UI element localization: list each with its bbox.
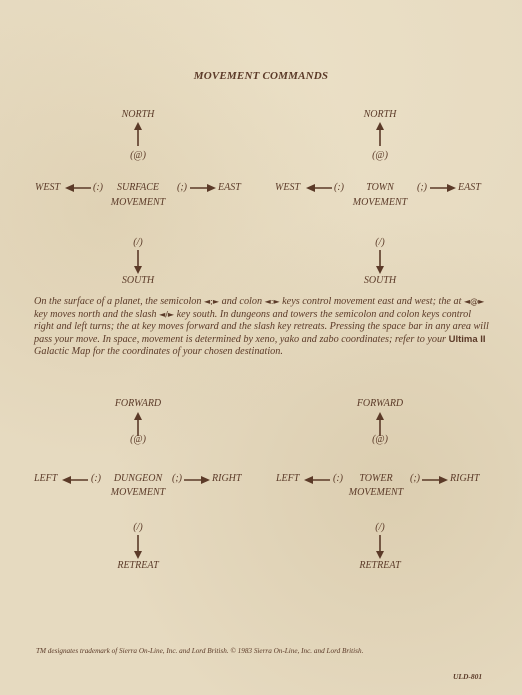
town-left-label: WEST [275,182,300,193]
arrow-left-icon [65,184,91,192]
town-center-line2: MOVEMENT [352,197,408,208]
surface-down-label: SOUTH [121,275,155,286]
surface-center-line2: MOVEMENT [110,197,166,208]
arrow-down-icon [133,535,143,559]
at-key-glyph: ◄@► [463,297,485,306]
document-code: ULD-801 [453,672,483,681]
tower-center-line1: TOWER [359,473,393,484]
dungeon-center-line1: DUNGEON [113,473,163,484]
dungeon-down-key: (/) [133,522,143,533]
tower-center-line2: MOVEMENT [348,487,404,498]
town-up-label: NORTH [363,109,397,120]
arrow-right-icon [184,476,210,484]
paragraph-text: key south. In dungeons and towers the semicolon and colon keys control right and left turns; the at key moves forward and the slash key retreats. Pressing the space bar in any area will pass your move. In space, movement is determined by xeno, yako and zabo coordinates; refer to your [34,308,489,345]
semicolon-key-glyph: ◄;► [204,297,220,306]
trademark-footer: TM designates trademark of Sierra On-Line, Inc. and Lord British. © 1983 Sierra On-Line, Inc. and Lord British. [36,647,364,655]
tower-right-key: (;) [410,473,420,484]
arrow-down-icon [133,250,143,274]
town-right-key: (;) [417,182,427,193]
dungeon-up-key: (@) [130,434,146,445]
arrow-up-icon [133,122,143,146]
dungeon-right-key: (;) [172,473,182,484]
arrow-down-icon [375,535,385,559]
page-title: MOVEMENT COMMANDS [193,70,329,82]
paragraph-text: Galactic Map for the coordinates of your chosen destination. [34,346,283,358]
arrow-right-icon [430,184,456,192]
town-down-label: SOUTH [363,275,397,286]
colon-key-glyph: ◄:► [264,297,280,306]
arrow-up-icon [375,412,385,436]
arrow-right-icon [190,184,216,192]
dungeon-down-label: RETREAT [117,560,159,571]
town-down-key: (/) [375,237,385,248]
game-title: Ultima II [448,333,486,345]
surface-center-line1: SURFACE [116,182,160,193]
surface-right-key: (;) [177,182,187,193]
surface-right-label: EAST [218,182,241,193]
arrow-up-icon [375,122,385,146]
dungeon-left-label: LEFT [34,473,58,484]
tower-left-label: LEFT [276,473,300,484]
dungeon-right-label: RIGHT [212,473,242,484]
paragraph-text: On the surface of a planet, the semicolon [34,296,205,307]
surface-down-key: (/) [133,237,143,248]
town-up-key: (@) [372,150,388,161]
tower-right-label: RIGHT [450,473,480,484]
dungeon-up-label: FORWARD [114,398,162,409]
tower-up-label: FORWARD [356,398,404,409]
arrow-down-icon [375,250,385,274]
paragraph-text: and colon [219,296,265,307]
surface-up-label: NORTH [121,109,155,120]
arrow-up-icon [133,412,143,436]
arrow-right-icon [422,476,448,484]
surface-left-label: WEST [35,182,60,193]
paragraph-text: key moves north and the slash [34,308,160,320]
surface-left-key: (:) [93,182,103,193]
arrow-left-icon [304,476,330,484]
surface-up-key: (@) [130,150,146,161]
tower-down-label: RETREAT [359,560,401,571]
town-center-line1: TOWN [366,182,394,193]
tower-up-key: (@) [372,434,388,445]
town-left-key: (:) [334,182,344,193]
slash-key-glyph: ◄/► [159,309,175,319]
town-right-label: EAST [458,182,481,193]
dungeon-center-line2: MOVEMENT [110,487,166,498]
arrow-left-icon [62,476,88,484]
paragraph-text: keys control movement east and west; the at [279,296,464,307]
tower-left-key: (:) [333,473,343,484]
movement-description-paragraph [34,296,492,359]
tower-down-key: (/) [375,522,385,533]
dungeon-left-key: (:) [91,473,101,484]
arrow-left-icon [306,184,332,192]
